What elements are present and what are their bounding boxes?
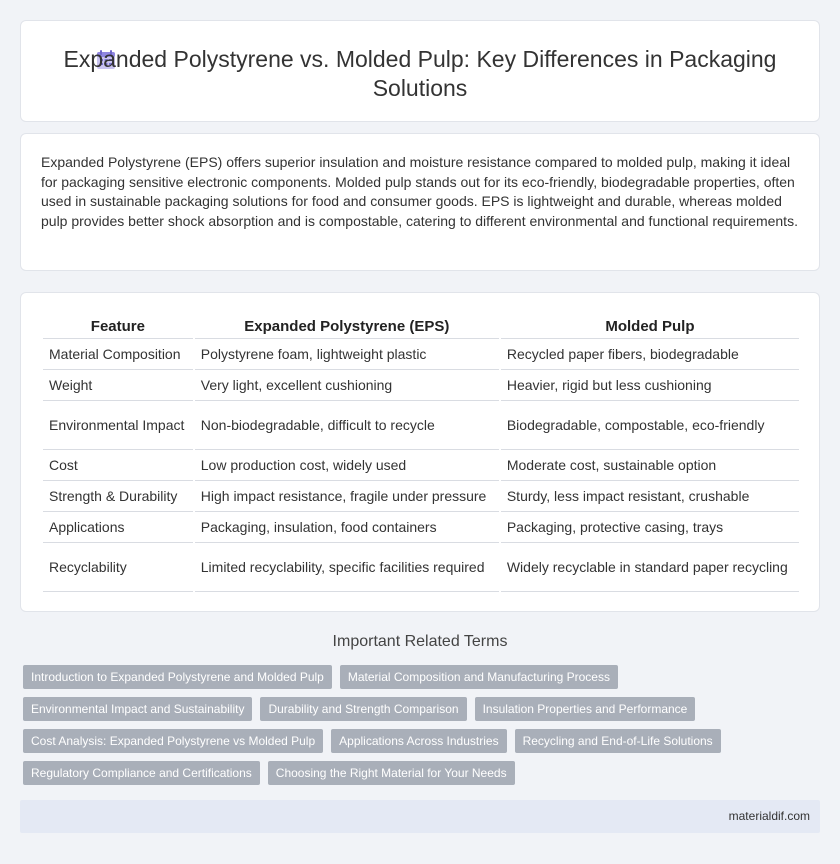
table-cell: Moderate cost, sustainable option xyxy=(501,450,799,481)
header-card xyxy=(20,20,820,122)
page-title: Expanded Polystyrene vs. Molded Pulp: Key Differences in Packaging Solutions xyxy=(63,46,777,101)
intro-text: Expanded Polystyrene (EPS) offers superior insulation and moisture resistance compared to molded pulp, making it ideal for packaging sensitive electronic components. Molded pulp stands out for its eco-friendly, biodegradable properties, often used in sustainable packaging solutions for food and consumer goods. EPS is lightweight and durable, whereas molded pulp provides better shock absorption and is compostable, catering to different environmental and functional requirements. xyxy=(41,154,798,229)
table-cell: Heavier, rigid but less cushioning xyxy=(501,370,799,401)
table-row xyxy=(43,512,799,543)
table-row xyxy=(43,370,799,401)
table-row xyxy=(43,450,799,481)
intro-card xyxy=(20,133,820,271)
table-cell: Applications xyxy=(43,512,193,543)
comparison-table-card xyxy=(20,292,820,612)
related-term-tag[interactable]: Insulation Properties and Performance xyxy=(475,697,696,721)
related-term-tag[interactable]: Introduction to Expanded Polystyrene and Molded Pulp xyxy=(23,665,332,689)
table-cell: Very light, excellent cushioning xyxy=(195,370,499,401)
related-term-tag[interactable]: Regulatory Compliance and Certifications xyxy=(23,761,260,785)
related-term-tag[interactable]: Applications Across Industries xyxy=(331,729,506,753)
related-term-tag[interactable]: Material Composition and Manufacturing Process xyxy=(340,665,618,689)
table-cell: High impact resistance, fragile under pressure xyxy=(195,481,499,512)
table-cell: Sturdy, less impact resistant, crushable xyxy=(501,481,799,512)
tag-row xyxy=(23,761,823,785)
table-cell: Widely recyclable in standard paper recycling xyxy=(501,543,799,592)
tag-row xyxy=(23,665,823,689)
header-feature: Feature xyxy=(43,313,193,339)
table-cell: Weight xyxy=(43,370,193,401)
related-term-tag[interactable]: Recycling and End-of-Life Solutions xyxy=(515,729,721,753)
related-terms-list xyxy=(23,665,823,793)
table-cell: Recyclability xyxy=(43,543,193,592)
tag-row xyxy=(23,729,823,753)
table-cell: Low production cost, widely used xyxy=(195,450,499,481)
table-row xyxy=(43,543,799,592)
table-cell: Recycled paper fibers, biodegradable xyxy=(501,339,799,370)
table-cell: Polystyrene foam, lightweight plastic xyxy=(195,339,499,370)
footer xyxy=(20,800,820,833)
related-terms-title: Important Related Terms xyxy=(332,633,508,650)
related-term-tag[interactable]: Choosing the Right Material for Your Needs xyxy=(268,761,515,785)
table-cell: Biodegradable, compostable, eco-friendly xyxy=(501,401,799,450)
table-cell: Non-biodegradable, difficult to recycle xyxy=(195,401,499,450)
comparison-table xyxy=(41,313,801,592)
table-row xyxy=(43,339,799,370)
header-molded-pulp: Molded Pulp xyxy=(501,313,799,339)
table-cell: Packaging, protective casing, trays xyxy=(501,512,799,543)
table-cell: Cost xyxy=(43,450,193,481)
related-term-tag[interactable]: Cost Analysis: Expanded Polystyrene vs Molded Pulp xyxy=(23,729,323,753)
table-cell: Strength & Durability xyxy=(43,481,193,512)
related-term-tag[interactable]: Environmental Impact and Sustainability xyxy=(23,697,252,721)
table-cell: Environmental Impact xyxy=(43,401,193,450)
table-row xyxy=(43,481,799,512)
table-cell: Material Composition xyxy=(43,339,193,370)
related-term-tag[interactable]: Durability and Strength Comparison xyxy=(260,697,466,721)
header-eps: Expanded Polystyrene (EPS) xyxy=(195,313,499,339)
table-cell: Packaging, insulation, food containers xyxy=(195,512,499,543)
footer-site-link[interactable]: materialdif.com xyxy=(728,809,810,823)
table-cell: Limited recyclability, specific facilities required xyxy=(195,543,499,592)
table-row xyxy=(43,401,799,450)
tag-row xyxy=(23,697,823,721)
